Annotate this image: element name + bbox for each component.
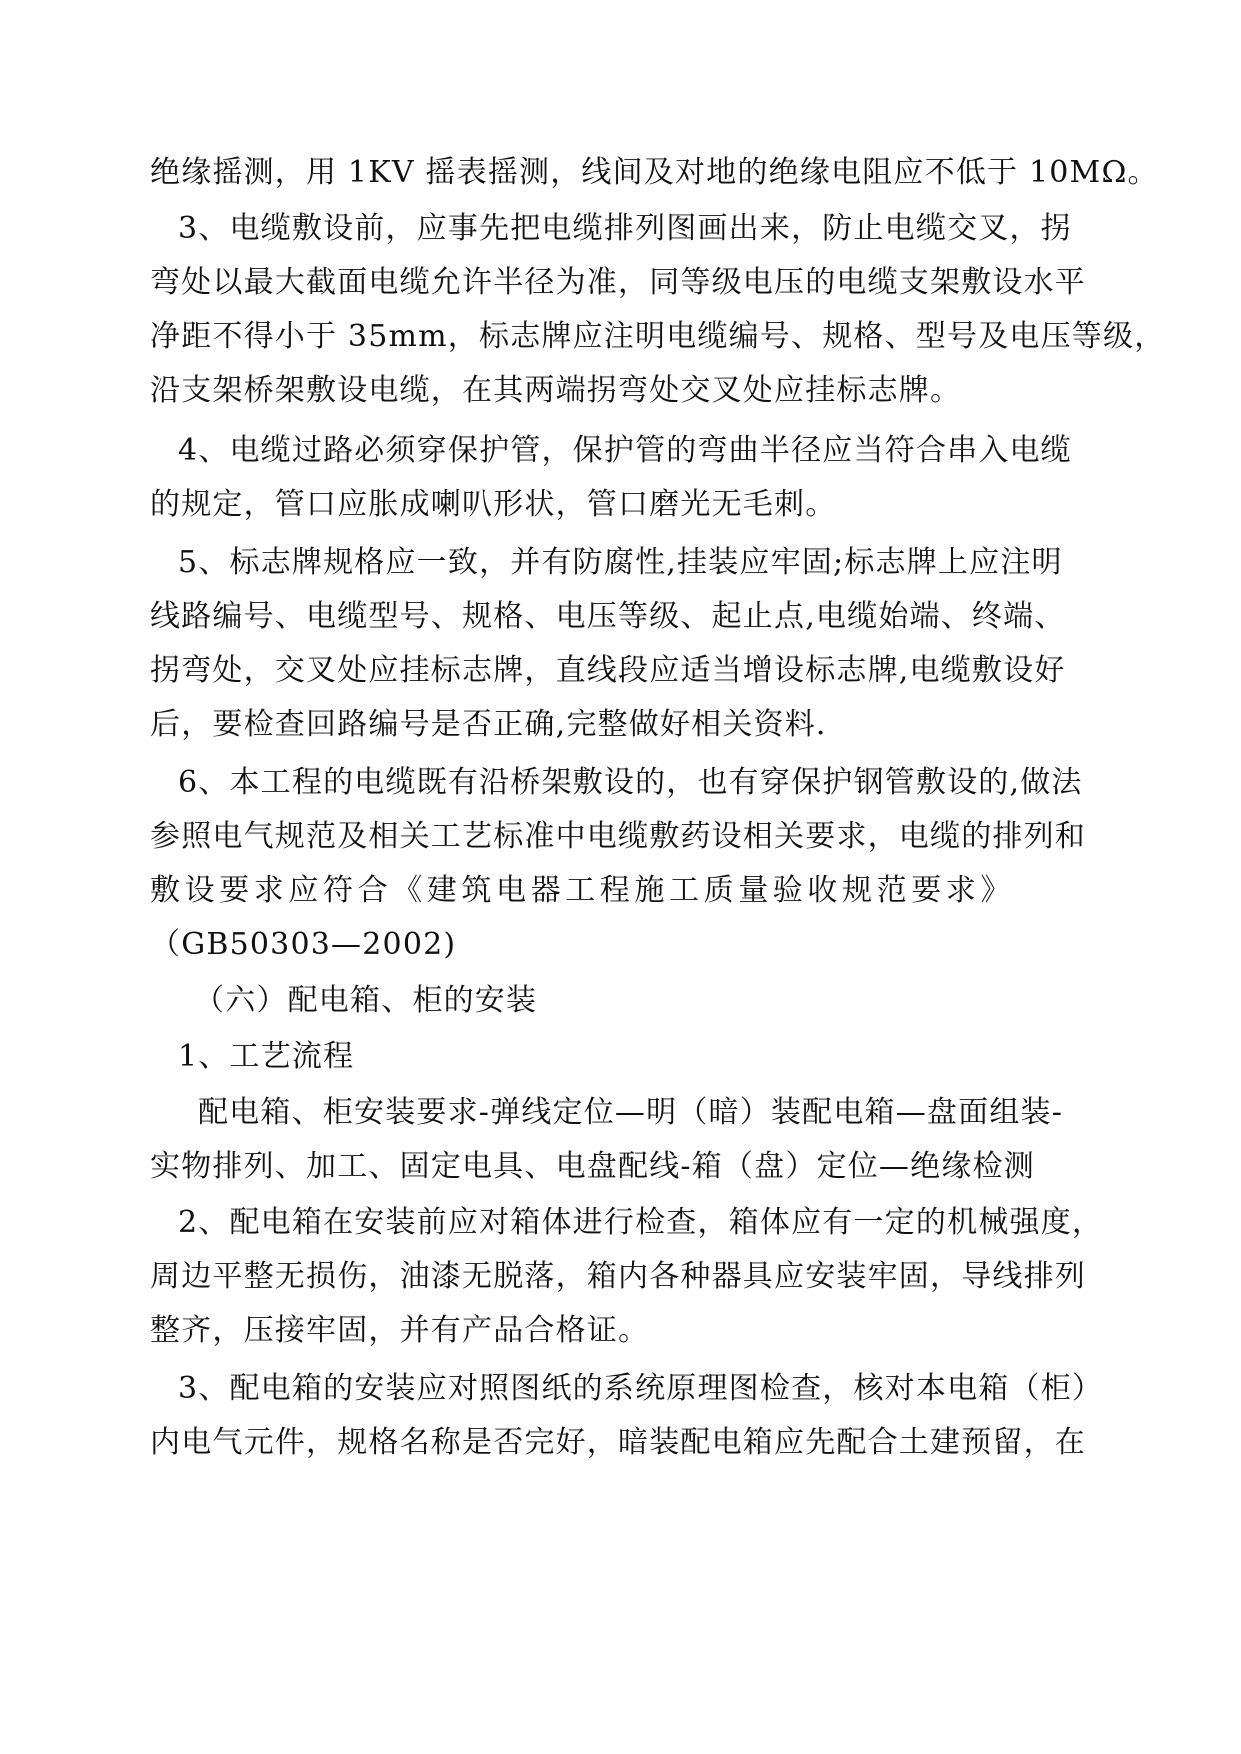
text-line-14: 敷设要求应符合《建筑电器工程施工质量验收规范要求》 xyxy=(150,873,1015,908)
text-line-12: 6、本工程的电缆既有沿桥架敷设的，也有穿保护钢管敷设的,做法 xyxy=(178,765,1083,800)
text-line-24: 内电气元件，规格名称是否完好，暗装配电箱应先配合土建预留，在 xyxy=(150,1425,1086,1460)
text-line-1: 绝缘摇测，用 1KV 摇表摇测，线间及对地的绝缘电阻应不低于 10MΩ。 xyxy=(150,155,1159,190)
text-line-21: 周边平整无损伤，油漆无脱落，箱内各种器具应安装牢固，导线排列 xyxy=(150,1259,1086,1294)
text-line-10: 拐弯处，交叉处应挂标志牌，直线段应适当增设标志牌,电缆敷设好 xyxy=(150,653,1066,688)
text-line-9: 线路编号、电缆型号、规格、电压等级、起止点,电缆始端、终端、 xyxy=(150,599,1066,634)
text-line-13: 参照电气规范及相关工艺标准中电缆敷药设相关要求，电缆的排列和 xyxy=(150,819,1086,854)
section-heading: （六）配电箱、柜的安装 xyxy=(194,983,538,1018)
text-line-2: 3、电缆敷设前，应事先把电缆排列图画出来，防止电缆交叉，拐 xyxy=(178,211,1072,246)
text-line-8: 5、标志牌规格应一致，并有防腐性,挂装应牢固;标志牌上应注明 xyxy=(178,545,1063,580)
text-line-20: 2、配电箱在安装前应对箱体进行检查，箱体应有一定的机械强度， xyxy=(178,1205,1104,1240)
text-line-22: 整齐，压接牢固，并有产品合格证。 xyxy=(150,1313,650,1348)
text-line-23: 3、配电箱的安装应对照图纸的系统原理图检查，核对本电箱（柜） xyxy=(178,1371,1104,1406)
text-line-6: 4、电缆过路必须穿保护管，保护管的弯曲半径应当符合串入电缆 xyxy=(178,433,1072,468)
text-line-3: 弯处以最大截面电缆允许半径为准，同等级电压的电缆支架敷设水平 xyxy=(150,265,1086,300)
text-line-7: 的规定，管口应胀成喇叭形状，管口磨光无毛刺。 xyxy=(150,487,837,522)
text-line-18: 配电箱、柜安装要求-弹线定位—明（暗）装配电箱—盘面组装- xyxy=(198,1095,1064,1130)
text-line-5: 沿支架桥架敷设电缆，在其两端拐弯处交叉处应挂标志牌。 xyxy=(150,373,962,408)
text-line-17: 1、工艺流程 xyxy=(178,1039,355,1074)
text-line-4: 净距不得小于 35mm，标志牌应注明电缆编号、规格、型号及电压等级， xyxy=(150,319,1166,354)
text-line-15: （GB50303—2002) xyxy=(150,927,457,962)
text-line-11: 后，要检查回路编号是否正确,完整做好相关资料. xyxy=(150,707,827,742)
text-line-19: 实物排列、加工、固定电具、电盘配线-箱（盘）定位—绝缘检测 xyxy=(150,1149,1035,1184)
